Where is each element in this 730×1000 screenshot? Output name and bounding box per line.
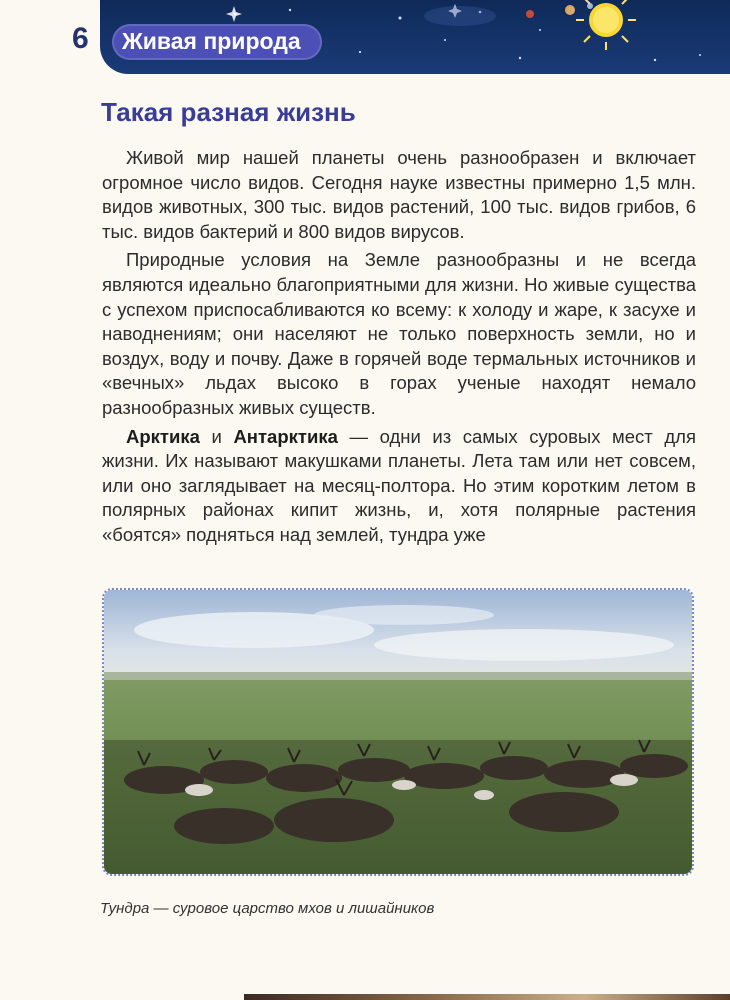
section-title: Живая природа (122, 28, 301, 54)
sun-icon (574, 0, 638, 52)
paragraph: Живой мир нашей планеты очень разнообразен и включает огромное число видов. Сегодня науке известны примерно 1,5 млн. видов животных, 300 тыс. видов растений, 100 тыс. видов грибов, 6 тыс. видов бактерий и 800 видов вирусов. (102, 147, 696, 242)
tundra-photo (102, 588, 694, 876)
term-arctic: Арктика (126, 425, 200, 447)
conjunction: и (199, 425, 234, 447)
paragraph (102, 425, 696, 548)
term-antarctic: Антарктика (233, 425, 338, 447)
article-title: Такая разная жизнь (101, 97, 356, 127)
tundra-reindeer-image (104, 590, 694, 876)
figure-caption: Тундра — суровое царство мхов и лишайников (100, 900, 435, 917)
article-body (102, 146, 696, 548)
page-number: 6 (72, 22, 89, 55)
paragraph: Природные условия на Земле разнообразны и не всегда являются идеально благоприятными для жизни. Но живые существа с успехом приспосабливаются ко всему: к холоду и жаре, к засухе и наводнениям; они населяют не только поверхность земли, но и воздух, воду и почву. Даже в горячей воде термальных источников и «вечных» льдах высоко в горах ученые находят немало разнообразных живых существ. (102, 249, 696, 418)
paragraph-rest: — одни из самых суровых мест для жизни. Их называют макушками планеты. Лета там или нет совсем, или оно заглядывает на месяц-полтора. Но этим коротким летом в полярных районах кипит жизнь, и, хотя полярные растения «боятся» подняться над землей, тундра уже (102, 425, 696, 545)
bottom-edge-decoration (244, 994, 730, 1000)
